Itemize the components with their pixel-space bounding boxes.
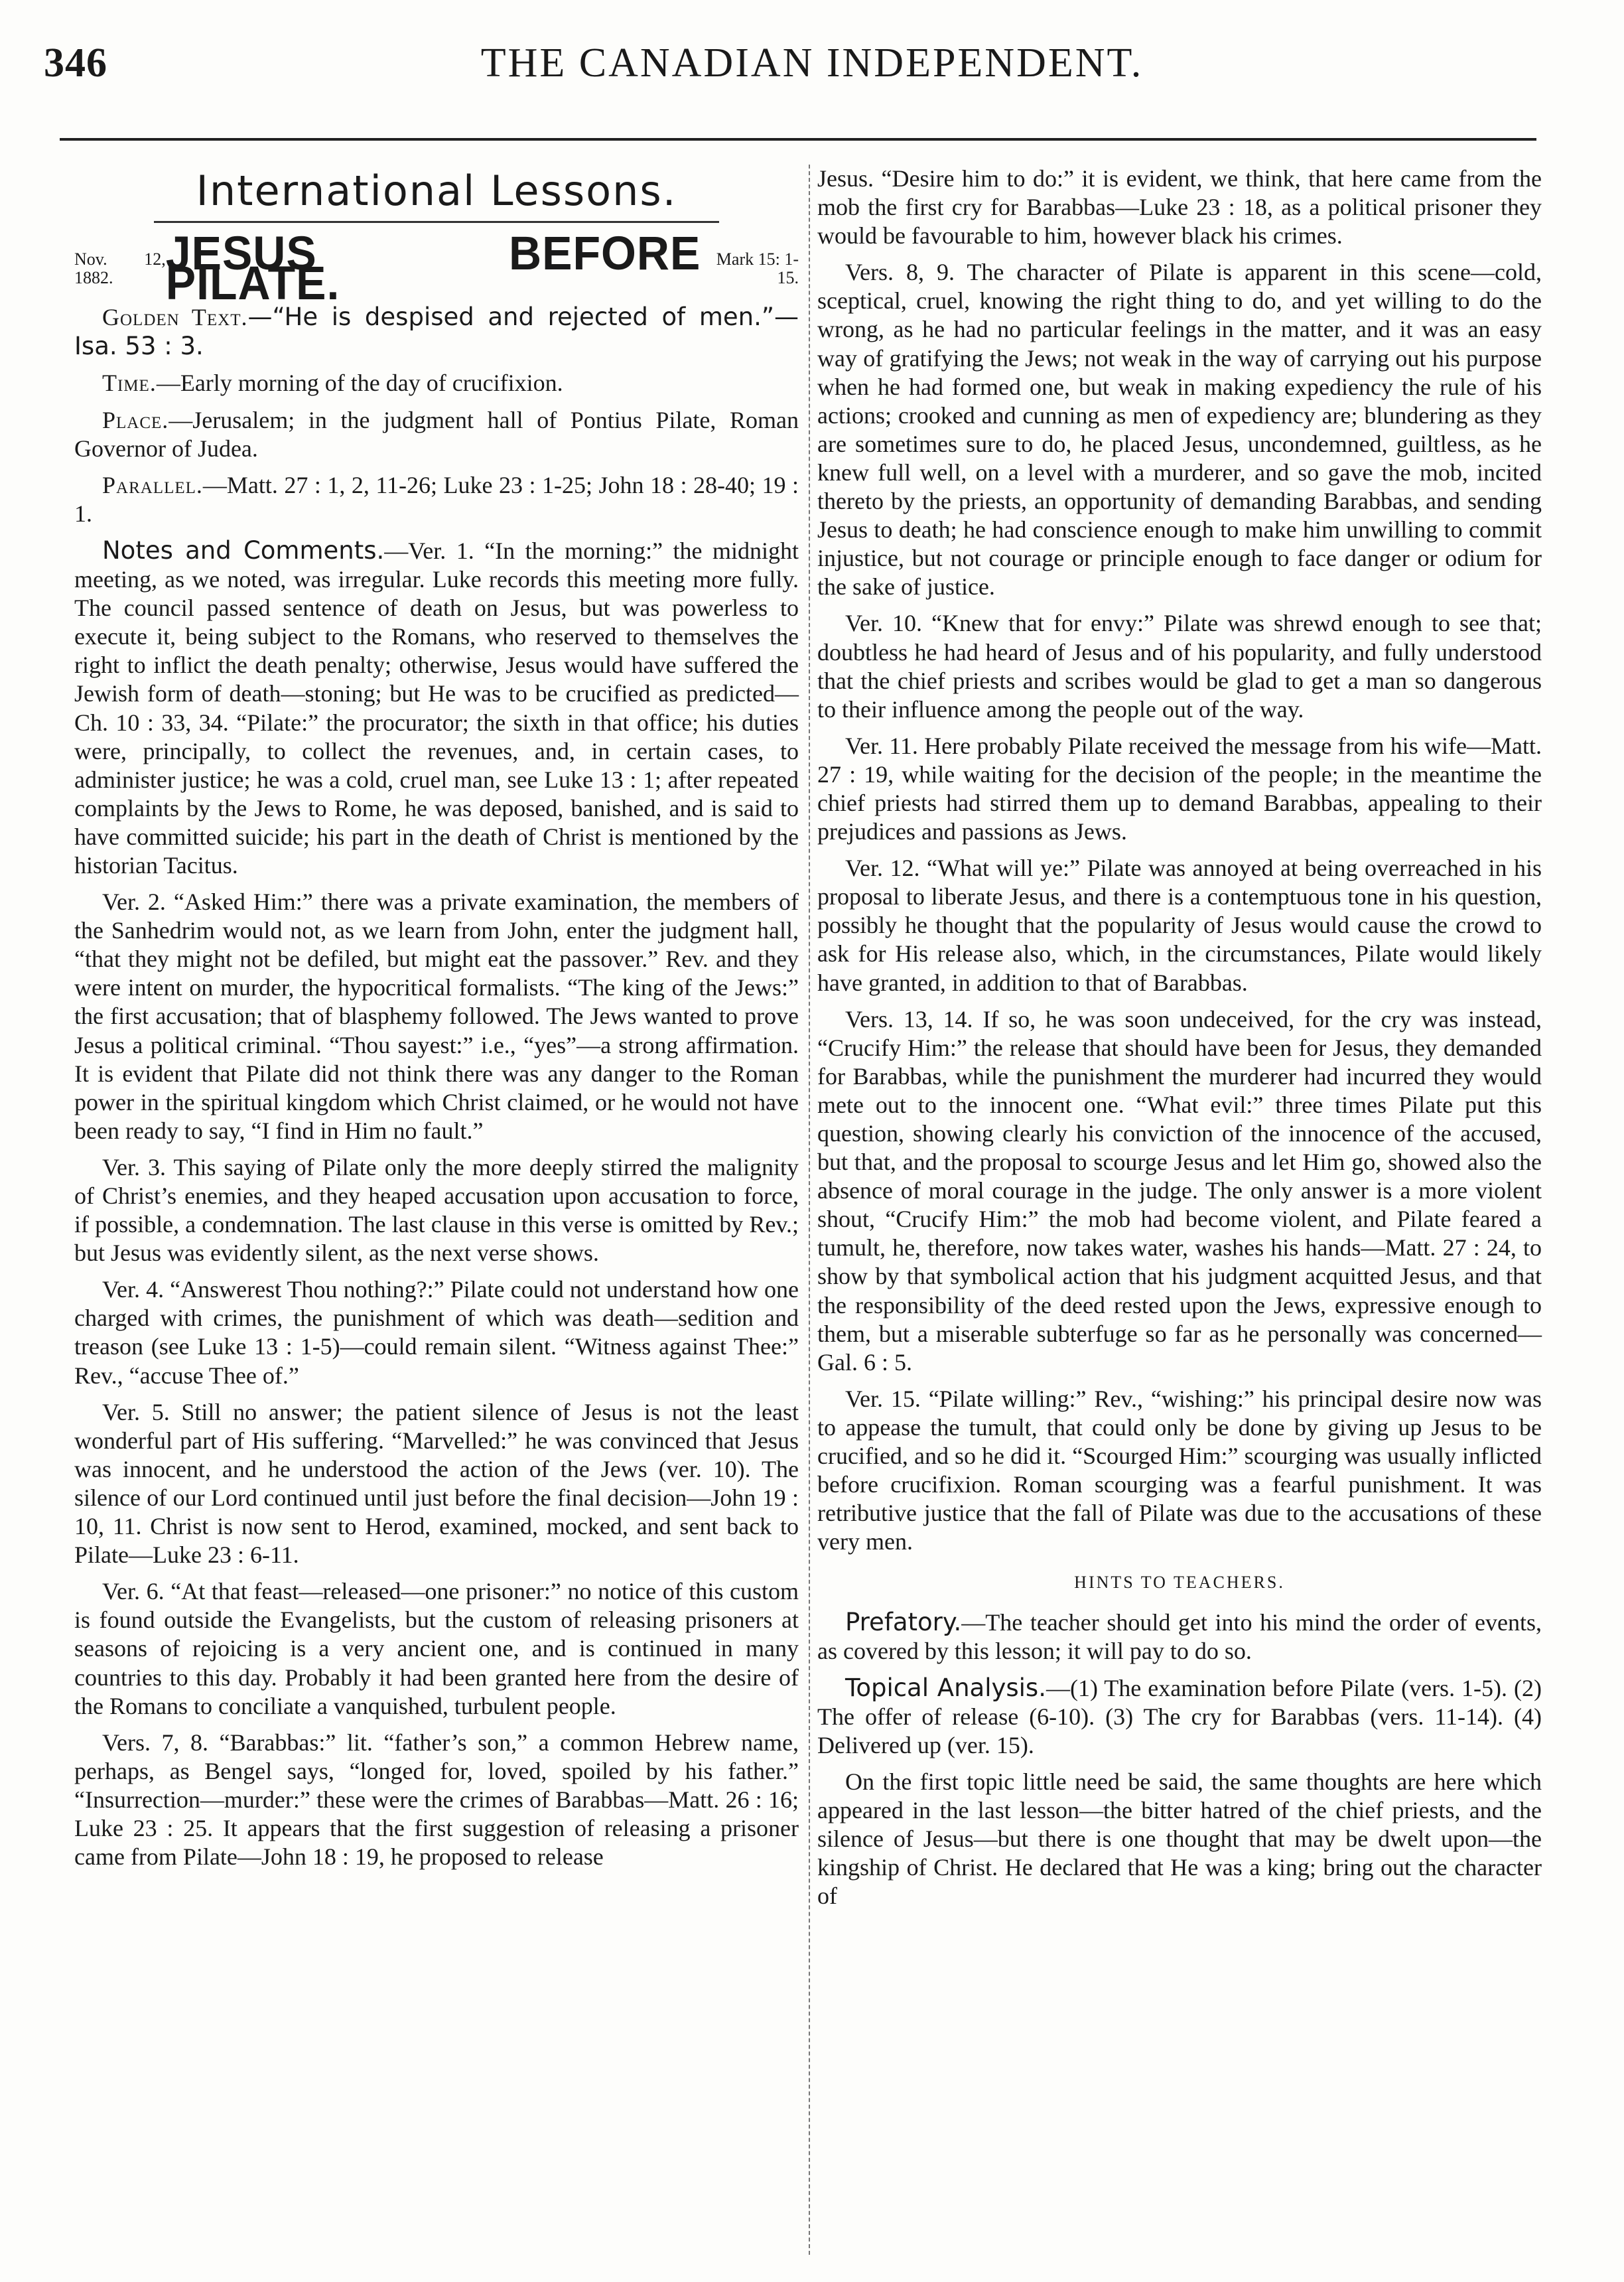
notes-paragraph-10: Ver. 10. “Knew that for envy:” Pilate was shrewd enough to see that; doubtless he had heard of Jesus and of his popularity, and fully understood that the chief priests and scribes would be glad to get a man so dangerous to their influence among the people out of the way. (817, 610, 1542, 723)
topical-body: —(1) The examination before Pilate (vers. 1-5). (2) The offer of release (6-10). (3) The cry for Barabbas (vers. 11-14). (4) Delivered up (ver. 15). (817, 1674, 1542, 1758)
time-line (74, 369, 799, 397)
golden-text (74, 303, 799, 361)
time-label: Time. (102, 370, 157, 397)
right-column (817, 165, 1542, 1918)
prefatory-label: Prefatory. (845, 1607, 962, 1636)
notes-paragraph-8: Jesus. “Desire him to do:” it is evident, we think, that here came from the mob the first cry for Barabbas—Luke 23 : 18, as a political prisoner they would be favourable to him, however black his crimes. (817, 165, 1542, 250)
column-divider (809, 165, 810, 2255)
page-number: 346 (44, 40, 107, 86)
lesson-reference: Mark 15: 1-15. (716, 250, 799, 288)
golden-text-body: —“He is despised and rejected of men.”—Isa. 53 : 3. (74, 303, 799, 361)
notes-body-1: —Ver. 1. “In the morning:” the midnight meeting, as we noted, was irregular. Luke records this meeting more fully. The council passed sentence of death on Jesus, but was powerless to execute it, being subject to the Romans, who reserved to themselves the right to inflict the death penalty; otherwise, Jesus would have suffered the Jewish form of death—stoning; but He was to be crucified as predicted—Ch. 10 : 33, 34. “Pilate:” the procurator; the sixth in that office; his duties were, principally, to collect the revenues, and, in certain cases, to administer justice; he was a cold, cruel man, see Luke 13 : 1; after repeated complaints by the Jews to Rome, he was deposed, banished, and is said to have committed suicide; his part in the death of Christ is mentioned by the historian Tacitus. (74, 537, 799, 879)
parallel-body: —Matt. 27 : 1, 2, 11-26; Luke 23 : 1-25; John 18 : 28-40; 19 : 1. (74, 471, 799, 527)
topical-paragraph (817, 1674, 1542, 1760)
parallel-label: Parallel. (102, 471, 203, 498)
section-rule (154, 221, 719, 223)
notes-paragraph-13: Vers. 13, 14. If so, he was soon undeceived, for the cry was instead, “Crucify Him:” the release that should have been for Jesus, they demanded for Barabbas, while the punishment the murderer had incurred they would mete out to the innocent one. “What evil:” three times Pilate put this question, showing clearly his conviction of the innocence of the accused, but that, and the proposal to scourge Jesus and let Him go, showed also the absence of moral courage in the judge. The only answer is a more violent shout, “Crucify Him:” the mob had become violent, and Pilate feared a tumult, he, therefore, now takes water, washes his hands—Matt. 27 : 24, to show by that symbolical action that his judgment acquitted Jesus, and that the responsibility of the deed rested upon the Jews, expressive enough to them, but a miserable subterfuge so far as he personally was concerned—Gal. 6 : 5. (817, 1005, 1542, 1376)
hints-heading: HINTS TO TEACHERS. (1074, 1573, 1285, 1593)
place-line (74, 406, 799, 463)
left-column (74, 165, 799, 1879)
lesson-date: Nov. 12, 1882. (74, 250, 166, 288)
notes-paragraph-7: Vers. 7, 8. “Barabbas:” lit. “father’s son,” a common Hebrew name, perhaps, as Bengel says, “longed for, loved, spoiled by his father.” “Insurrection—murder:” these were the crimes of Barabbas—Matt. 26 : 16; Luke 23 : 25. It appears that the first suggestion of releasing a prisoner came from Pilate—John 18 : 19, he proposed to release (74, 1729, 799, 1871)
notes-paragraph-3: Ver. 3. This saying of Pilate only the more deeply stirred the malignity of Christ’s enemies, and they heaped accusation upon accusation to force, if possible, a condemnation. The last clause in this verse is omitted by Rev.; but Jesus was evidently silent, as the next verse shows. (74, 1153, 799, 1267)
section-title: International Lessons. (196, 167, 677, 215)
notes-paragraph-11: Ver. 11. Here probably Pilate received the message from his wife—Matt. 27 : 19, while waiting for the decision of the people; in the meantime the chief priests had stirred them up to demand Barabbas, appealing to their prejudices and passions as Jews. (817, 732, 1542, 845)
prefatory-paragraph (817, 1608, 1542, 1666)
notes-paragraph-12: Ver. 12. “What will ye:” Pilate was annoyed at being overreached in his proposal to liberate Jesus, and there is a contemptuous tone in his question, possibly he thought that the popularity of Jesus would cause the crowd to ask for His release also, which, in the circumstances, Pilate would likely have granted, in addition to that of Barabbas. (817, 855, 1542, 996)
header-rule (60, 138, 1536, 141)
place-label: Place. (102, 406, 169, 433)
place-body: —Jerusalem; in the judgment hall of Pontius Pilate, Roman Governor of Judea. (74, 406, 799, 462)
notes-paragraph-5: Ver. 5. Still no answer; the patient silence of Jesus is not the least wonderful part of His suffering. “Marvelled:” he was convinced that Jesus was innocent, and he understood the action of the Jews (ver. 10). The silence of our Lord continued until just before the final decision—John 19 : 10, 11. Christ is now sent to Herod, examined, mocked, and sent back to Pilate—Luke 23 : 6-11. (74, 1398, 799, 1569)
page-header (44, 32, 1580, 118)
notes-label: Notes and Comments. (102, 535, 385, 565)
lesson-heading (74, 227, 799, 311)
golden-text-label: Golden Text. (102, 304, 248, 331)
parallel-line (74, 471, 799, 528)
prefatory-body: —The teacher should get into his mind the order of events, as covered by this lesson; it will pay to do so. (817, 1608, 1542, 1664)
time-body: —Early morning of the day of crucifixion. (156, 370, 563, 397)
topical-label: Topical Analysis. (845, 1673, 1046, 1702)
notes-paragraph-14: Ver. 15. “Pilate willing:” Rev., “wishing:” his principal desire now was to appease the tumult, that could only be done by giving up Jesus to be crucified, and so he did it. “Scourged Him:” scourging was usually inflicted before crucifixion. Roman scourging was a fearful punishment. It was retributive justice that the fall of Pilate was due to the accusations of these very men. (817, 1385, 1542, 1555)
notes-paragraph-4: Ver. 4. “Answerest Thou nothing?:” Pilate could not understand how one charged with crimes, the punishment of which was death—sedition and treason (see Luke 13 : 1-5)—could remain silent. “Witness against Thee:” Rev., “accuse Thee of.” (74, 1276, 799, 1389)
notes-paragraph-2: Ver. 2. “Asked Him:” there was a private examination, the members of the Sanhedrim would not, as we learn from John, enter the judgment hall, “that they might not be defiled, but might eat the passover.” Rev. and they were intent on murder, the hypocritical formalists. “The king of the Jews:” the first accusation; that of blasphemy followed. The Jews wanted to prove Jesus a political criminal. “Thou sayest:” i.e., “yes”—a strong affirmation. It is evident that Pilate did not think there was any danger to the Roman power in the spiritual kingdom which Christ claimed, or he would not have been ready to say, “I find in Him no fault.” (74, 889, 799, 1144)
running-title: THE CANADIAN INDEPENDENT. (480, 40, 1144, 86)
notes-paragraph-9: Vers. 8, 9. The character of Pilate is apparent in this scene—cold, sceptical, cruel, knowing the right thing to do, and yet willing to do the wrong, as he had no particular feelings in the matter, and it was an easy way of gratifying the Jews; not weak in the way of carrying out his purpose when he had formed one, but weak in making expediency the rule of his actions; crooked and cunning as men of expediency are; blundering as they are sometimes sure to do, he placed Jesus, uncondemned, guiltless, as he knew full well, on a level with a murderer, and so gave the mob, incited thereto by the priests, an opportunity of demanding Barabbas, and sending Jesus to death; he had conscience enough to make him unwilling to commit injustice, but not courage or principle enough to face danger or odium for the sake of justice. (817, 259, 1542, 601)
lesson-title: JESUS BEFORE PILATE. (165, 227, 701, 311)
notes-paragraph-1 (74, 536, 799, 880)
first-topic-paragraph: On the first topic little need be said, the same thoughts are here which appeared in the last lesson—the bitter hatred of the chief priests, and the silence of Jesus—but there is one thought that may be dwelt upon—the kingship of Christ. He declared that He was a king; bring out the character of (817, 1768, 1542, 1910)
notes-paragraph-6: Ver. 6. “At that feast—released—one prisoner:” no notice of this custom is found outside the Evangelists, but the custom of releasing prisoners at seasons of rejoicing is a very ancient one, and is continued in many countries to this day. Probably it had been granted here from the desire of the Romans to conciliate a vanquished, turbulent people. (74, 1578, 799, 1719)
